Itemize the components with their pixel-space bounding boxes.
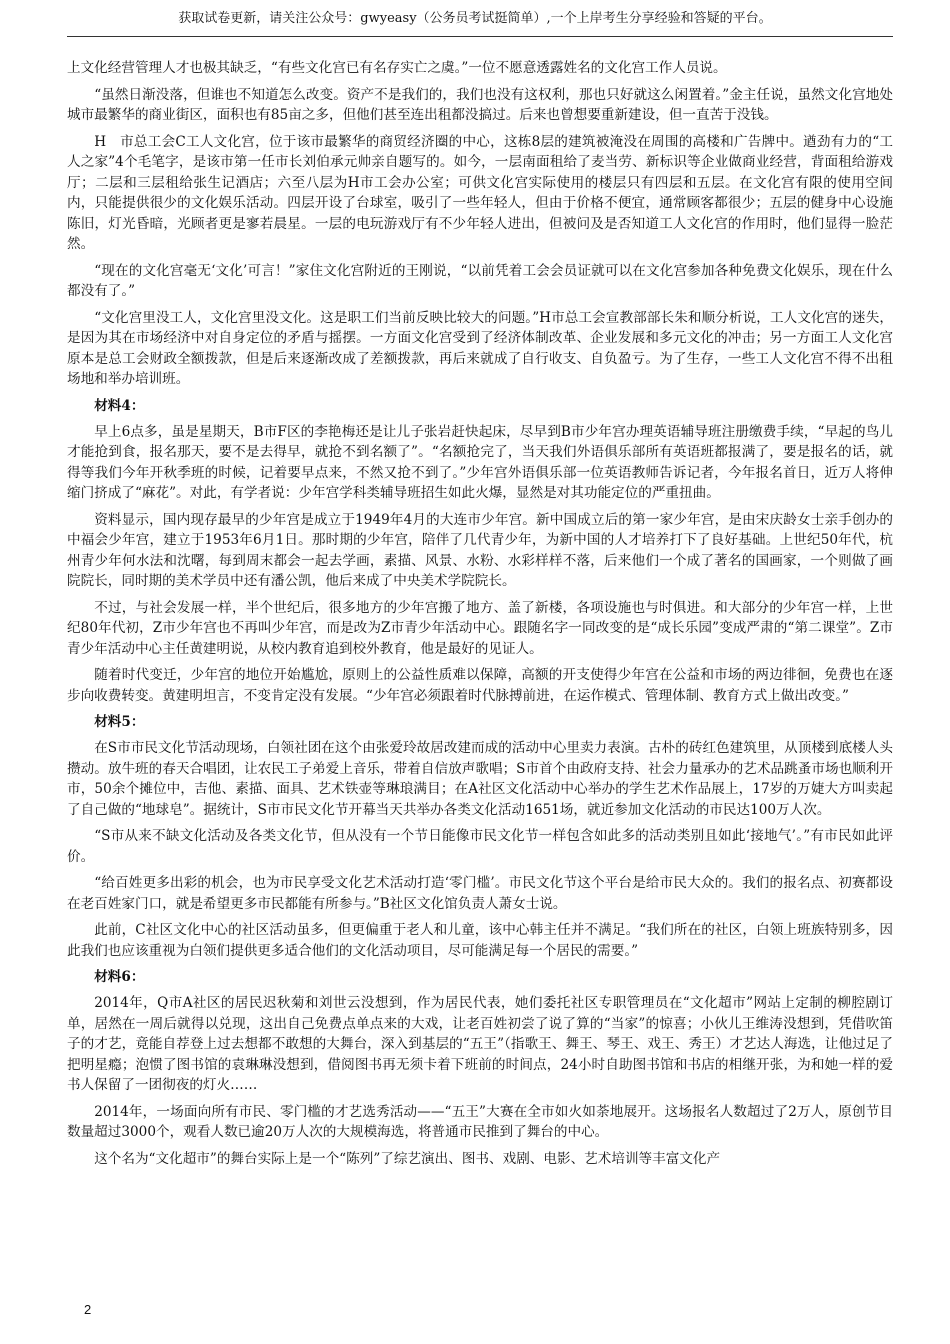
paragraph: 2014年，一场面向所有市民、零门槛的才艺选秀活动——“五王”大赛在全市如火如荼地展开。这场报名人数超过了2万人，原创节目数量超过3000个，观看人数已逾20万人次的大规模海选，将普通市民推到了舞台的中心。 [67, 1103, 893, 1140]
paragraph: “文化宫里没工人，文化宫里没文化。这是职工们当前反映比较大的问题。”H市总工会宣教部部长朱和顺分析说，工人文化宫的迷失，是因为其在市场经济中对自身定位的矛盾与摇摆。一方面文化宫受到了经济体制改革、企业发展和多元文化的冲击；另一方面工人文化宫原本是总工会财政全额拨款，但是后来逐渐改成了差额拨款，再后来就成了自行收支、自负盈亏。为了生存，一些工人文化宫不得不出租场地和举办培训班。 [67, 309, 893, 387]
paragraph: 这个名为“文化超市”的舞台实际上是一个“陈列”了综艺演出、图书、戏剧、电影、艺术培训等丰富文化产 [94, 1150, 721, 1167]
paragraph: 2014年，Q市A社区的居民迟秋菊和刘世云没想到，作为居民代表，她们委托社区专职管理员在“文化超市”网站上定制的柳腔剧订单，居然在一周后就得以兑现，这出自己免费点单点来的大戏，让老百姓初尝了说了算的“当家”的惊喜；小伙儿王维涛没想到，凭借吹笛子的才艺，竟能自荐登上过去想都不敢想的大舞台，深入到基层的“五王”（指歌王、舞王、琴王、戏王、秀王）才艺达人海选，让他过足了把明星瘾；泡惯了图书馆的袁琳琳没想到，借阅图书再无须卡着下班前的时间点，24小时自助图书馆和书店的相继开张，为和她一样的爱书人保留了一团彻夜的灯火…… [67, 995, 893, 1093]
page-number: 2 [84, 1302, 92, 1317]
paragraph: 此前，C社区文化中心的社区活动虽多，但更偏重于老人和儿童，该中心韩主任并不满足。“我们所在的社区，白领上班族特别多，因此我们也应该重视为白领们提供更多适合他们的文化活动项目，尽可能满足每一个居民的需要。” [67, 922, 893, 959]
section-heading: 材料6： [94, 969, 145, 985]
paragraph: 上文化经营管理人才也极其缺乏，“有些文化宫已有名存实亡之虞。”一位不愿意透露姓名的文化宫工作人员说。 [67, 60, 727, 76]
header-divider [67, 36, 893, 37]
section-heading: 材料5： [94, 714, 145, 730]
paragraph: “现在的文化宫毫无‘文化’可言！”家住文化宫附近的王刚说，“以前凭着工会会员证就可以在文化宫参加各种免费文化娱乐，现在什么都没有了。” [67, 262, 893, 299]
paragraph: 资料显示，国内现存最早的少年宫是成立于1949年4月的大连市少年宫。新中国成立后的第一家少年宫，是由宋庆龄女士亲手创办的中福会少年宫，建立于1953年6月1日。那时期的少年宫，陪伴了几代青少年，为新中国的人才培养打下了良好基础。上世纪50年代，杭州青少年何水法和沈曙，每到周末都会一起去学画，素描、风景、水粉、水彩样样不落，后来他们一个成了著名的国画家，一个则做了画院院长，同时期的美术学员中还有潘公凯，他后来成了中央美术学院院长。 [67, 511, 893, 589]
section-heading: 材料4： [94, 397, 145, 414]
paragraph: 在S市市民文化节活动现场，白领社团在这个由张爱玲故居改建而成的活动中心里卖力表演。古朴的砖红色建筑里，从顶楼到底楼人头攒动。放牛班的春天合唱团，让农民工子弟爱上音乐，带着自信放声歌唱；S市首个由政府支持、社会力量承办的艺术品跳蚤市场也顺利开市，50余个摊位中，吉他、素描、面具、艺术铁壶等琳琅满目；在A社区文化活动中心举办的学生艺术作品展上，17岁的万婕大方叫卖起了自己做的“地球皂”。据统计，S市市民文化节开幕当天共举办各类文化活动1651场，就近参加文化活动的市民达100万人次。 [67, 740, 893, 818]
paragraph: “S市从来不缺文化活动及各类文化节，但从没有一个节日能像市民文化节一样包含如此多的活动类别且如此‘接地气’。”有市民如此评价。 [67, 828, 893, 865]
page-header: 获取试卷更新，请关注公众号：gwyeasy（公务员考试挺简单）,一个上岸考生分享经验和答疑的平台。 [178, 11, 772, 26]
paragraph: “给百姓更多出彩的机会，也为市民享受文化艺术活动打造‘零门槛’。市民文化节这个平台是给市民大众的。我们的报名点、初赛都设在老百姓家门口，就是希望更多市民都能有所参与。”B社区文化馆负责人萧女士说。 [67, 875, 893, 912]
paragraph: H 市总工会C工人文化宫，位于该市最繁华的商贸经济圈的中心，这栋8层的建筑被淹没在周围的高楼和广告牌中。遒劲有力的“工人之家”4个毛笔字，是该市第一任市长刘伯承元帅亲自题写的。如今，一层南面租给了麦当劳、新标识等企业做商业经营，背面租给游戏厅；二层和三层租给张生记酒店；六至八层为H市工会办公室；可供文化宫实际使用的楼层只有四层和五层。在文化宫有限的使用空间内，只能提供很少的文化娱乐活动。四层开设了台球室，吸引了一些年轻人，但由于价格不便宜，通常顾客都很少；五层的健身中心设施陈旧，灯光昏暗，光顾者更是寥若晨星。一层的电玩游戏厅有不少年轻人进出，但被问及是否知道工人文化宫的作用时，他们显得一脸茫然。 [67, 133, 893, 252]
paragraph: 随着时代变迁，少年宫的地位开始尴尬，原则上的公益性质难以保障，高额的开支使得少年宫在公益和市场的两边徘徊，免费也在逐步向收费转变。黄建明坦言，不变肯定没有发展。“少年宫必须跟着时代脉搏前进，在运作模式、管理体制、教育方式上做出改变。” [67, 667, 893, 704]
paragraph: 不过，与社会发展一样，半个世纪后，很多地方的少年宫搬了地方、盖了新楼，各项设施也与时俱进。和大部分的少年宫一样，上世纪80年代初，Z市少年宫也不再叫少年宫，而是改为Z市青少年活动中心。跟随名字一同改变的是“成长乐园”变成严肃的“第二课堂”。Z市青少年活动中心主任黄建明说，从校内教育追到校外教育，他是最好的见证人。 [67, 599, 893, 657]
paragraph: 早上6点多，虽是星期天，B市F区的李艳梅还是让儿子张岩赶快起床，尽早到B市少年宫办理英语辅导班注册缴费手续，“早起的鸟儿才能抢到食，报名那天，要不是去得早，就抢不到名额了”。“名额抢完了，当天我们外语俱乐部所有英语班都报满了，要是报名的话，就得等我们今年开秋季班的时候，记着要早点来，不然又抢不到了。”少年宫外语俱乐部一位英语教师告诉记者，今年报名首日，近万人将伸缩门挤成了“麻花”。对此，有学者说：少年宫学科类辅导班招生如此火爆，显然是对其功能定位的严重扭曲。 [67, 423, 893, 501]
paragraph: “虽然日渐没落，但谁也不知道怎么改变。资产不是我们的，我们也没有这权利，那也只好就这么闲置着。”金主任说，虽然文化宫地处城市最繁华的商业街区，面积也有85亩之多，但他们甚至连出租都没搞过。后来也曾想要重新建设，但一直苦于没钱。 [67, 86, 893, 123]
document-body [67, 58, 893, 1175]
